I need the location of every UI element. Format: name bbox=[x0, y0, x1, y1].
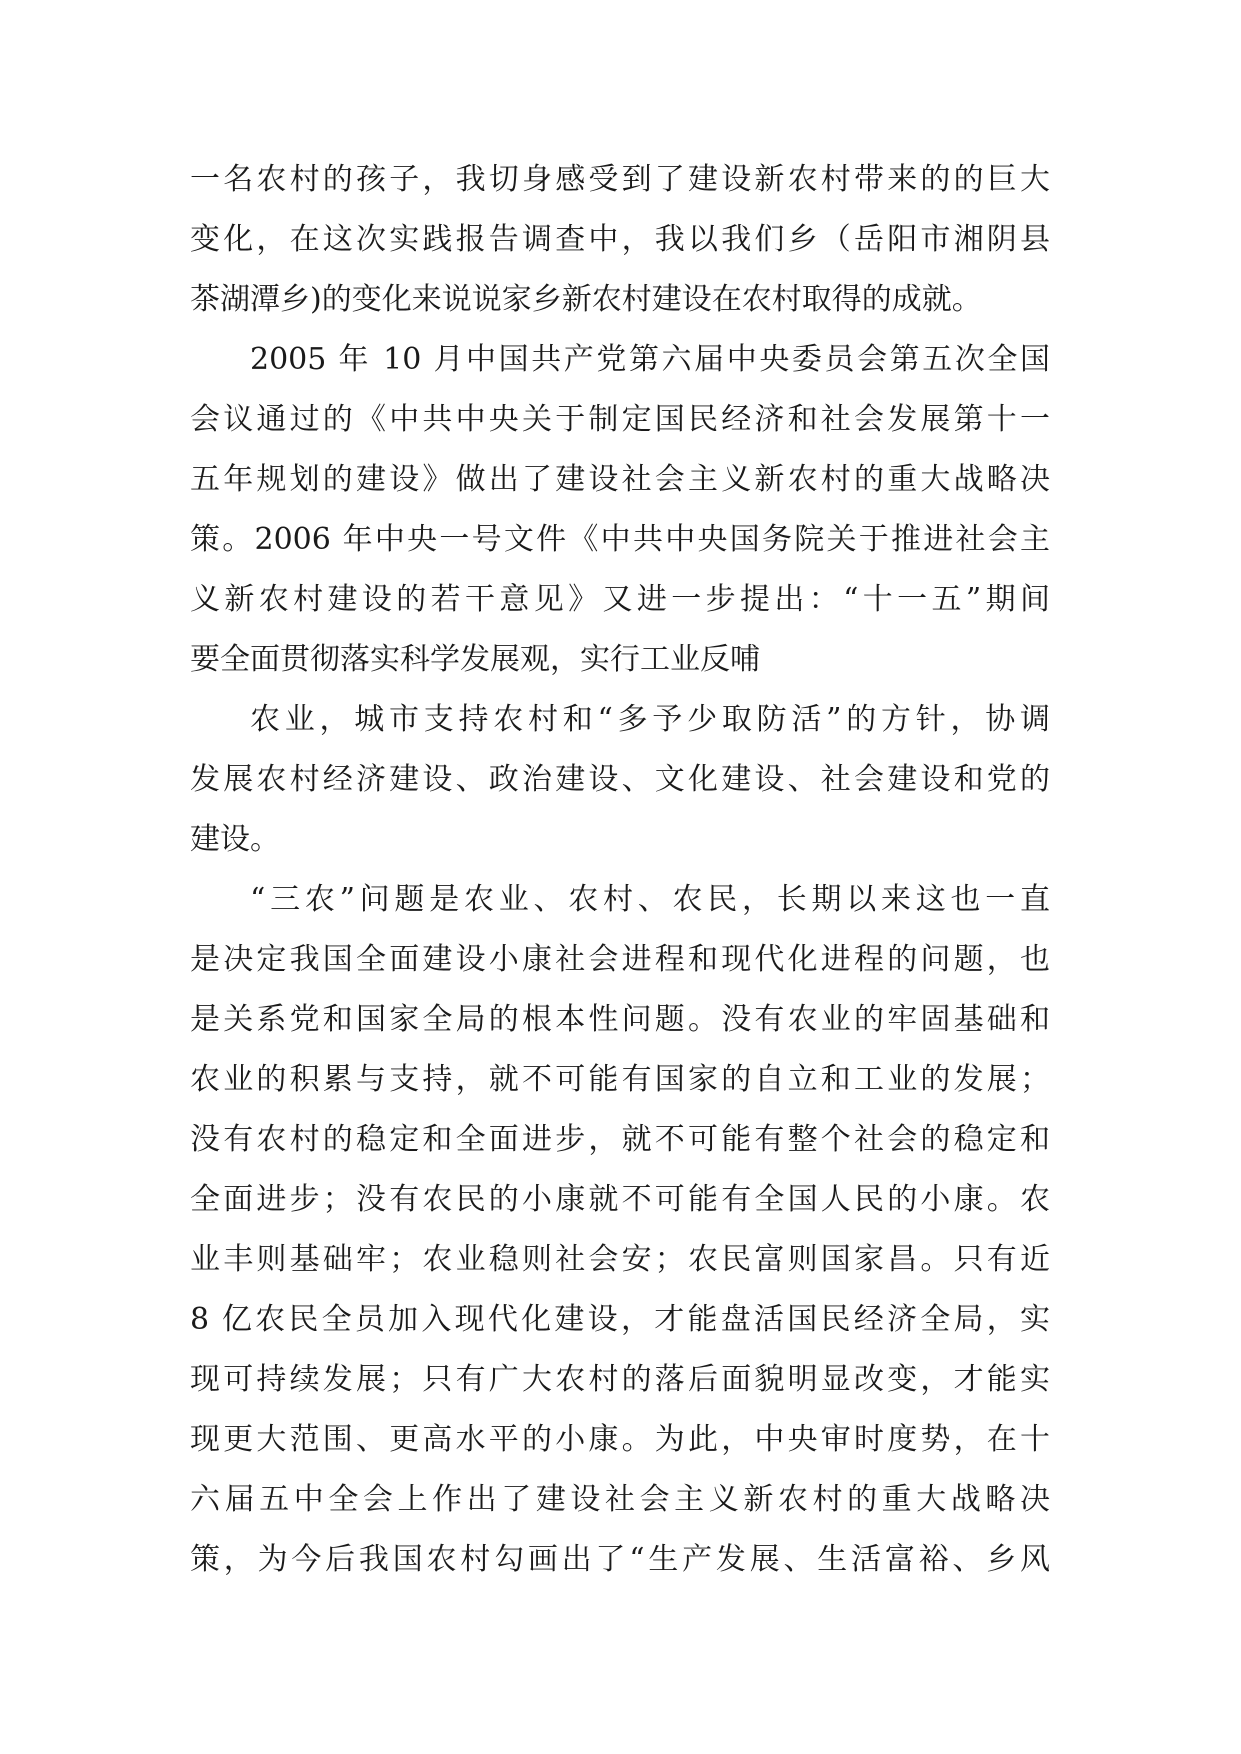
text-line: 8 亿农民全员加入现代化建设，才能盘活国民经济全局，实 bbox=[190, 1302, 1050, 1337]
text-line: 六届五中全会上作出了建设社会主义新农村的重大战略决 bbox=[190, 1482, 1050, 1517]
text-line: 策。2006 年中央一号文件《中共中央国务院关于推进社会主 bbox=[190, 522, 1050, 557]
text-line: 建设。 bbox=[190, 822, 280, 857]
text-line: 是决定我国全面建设小康社会进程和现代化进程的问题，也 bbox=[190, 942, 1050, 977]
text-line: 会议通过的《中共中央关于制定国民经济和社会发展第十一 bbox=[190, 402, 1050, 437]
text-line: 农业，城市支持农村和“多予少取防活”的方针，协调 bbox=[250, 702, 1050, 737]
text-line: 五年规划的建设》做出了建设社会主义新农村的重大战略决 bbox=[190, 462, 1050, 497]
text-line: 策，为今后我国农村勾画出了“生产发展、生活富裕、乡风 bbox=[190, 1542, 1050, 1577]
text-line: 变化，在这次实践报告调查中，我以我们乡（岳阳市湘阴县 bbox=[190, 222, 1050, 257]
text-line: 全面进步；没有农民的小康就不可能有全国人民的小康。农 bbox=[190, 1182, 1050, 1217]
text-line: 2005 年 10 月中国共产党第六届中央委员会第五次全国 bbox=[250, 342, 1050, 377]
text-line: 没有农村的稳定和全面进步，就不可能有整个社会的稳定和 bbox=[190, 1122, 1050, 1157]
text-line: 现可持续发展；只有广大农村的落后面貌明显改变，才能实 bbox=[190, 1362, 1050, 1397]
text-line: 是关系党和国家全局的根本性问题。没有农业的牢固基础和 bbox=[190, 1002, 1050, 1037]
text-line: 现更大范围、更高水平的小康。为此，中央审时度势，在十 bbox=[190, 1422, 1050, 1457]
text-line: 要全面贯彻落实科学发展观，实行工业反哺 bbox=[190, 642, 760, 677]
text-line: 义新农村建设的若干意见》又进一步提出：“十一五”期间 bbox=[190, 582, 1050, 617]
text-line: 发展农村经济建设、政治建设、文化建设、社会建设和党的 bbox=[190, 762, 1050, 797]
text-line: “三农”问题是农业、农村、农民，长期以来这也一直 bbox=[250, 882, 1050, 917]
text-line: 一名农村的孩子，我切身感受到了建设新农村带来的的巨大 bbox=[190, 162, 1050, 197]
text-line: 业丰则基础牢；农业稳则社会安；农民富则国家昌。只有近 bbox=[190, 1242, 1050, 1277]
text-line: 茶湖潭乡)的变化来说说家乡新农村建设在农村取得的成就。 bbox=[190, 282, 982, 317]
text-line: 农业的积累与支持，就不可能有国家的自立和工业的发展； bbox=[190, 1062, 1050, 1097]
